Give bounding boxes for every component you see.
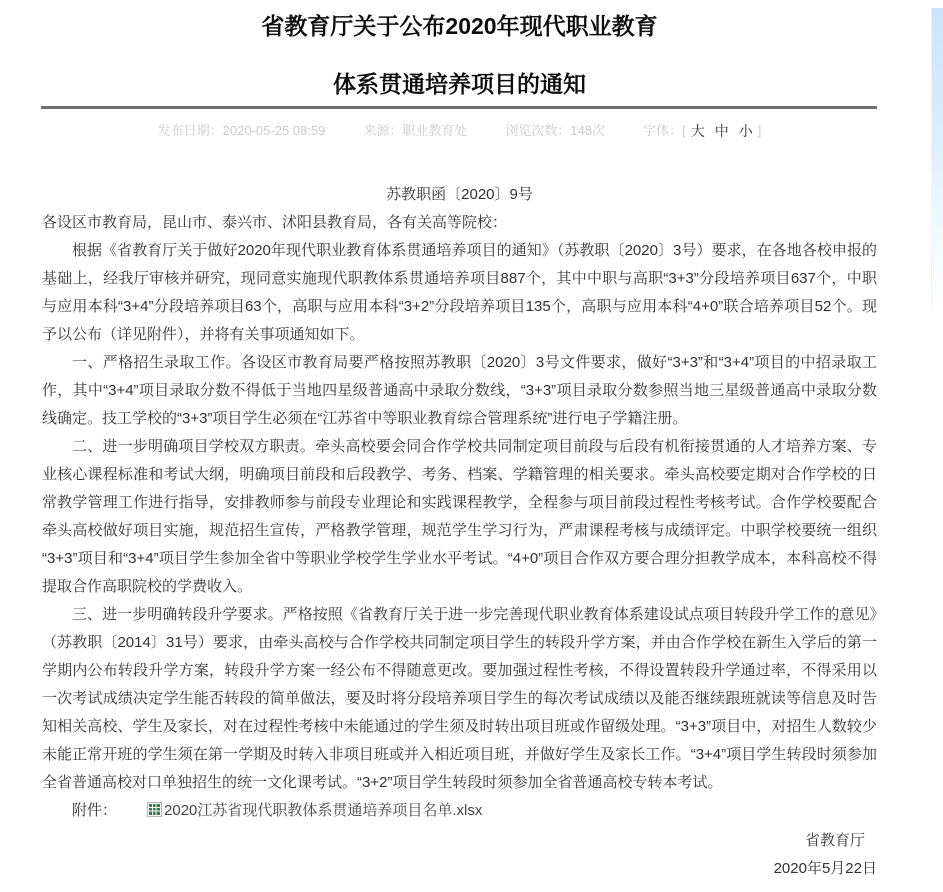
- document-number: 苏教职函〔2020〕9号: [386, 186, 533, 203]
- attachment-file-link[interactable]: 2020江苏省现代职教体系贯通培养项目名单.xlsx: [164, 802, 483, 819]
- font-size-small-button[interactable]: 小: [738, 123, 753, 139]
- notice-page: [0, 8, 943, 883]
- view-count: 浏览次数：148次: [505, 123, 606, 138]
- signature-organization: 省教育厅: [804, 832, 865, 849]
- publish-date: 发布日期：2020-05-25 08:59: [157, 123, 326, 138]
- paragraph-item-1: 一、严格招生录取工作。各设区市教育局要严格按照苏教职〔2020〕3号文件要求，做好“3+3”和“3+4”项目的中招录取工作，其中“3+4”项目录取分数不得低于当地四星级普通高中录取分数线，“3+3”项目录取分数参照当地三星级普通高中录取分数线确定。技工学校的“3+3”项目学生必须在“江苏省中等职业教育综合管理系统”进行电子学籍注册。: [42, 354, 877, 427]
- page-title-line2: 体系贯通培养项目的通知: [333, 71, 586, 97]
- font-size-switcher: [643, 117, 761, 145]
- article-source: 来源：职业教育处: [363, 123, 468, 138]
- page-title: [42, 8, 877, 102]
- paragraph-item-2: 二、进一步明确项目学校双方职责。牵头高校要会同合作学校共同制定项目前段与后段有机衔接贯通的人才培养方案、专业核心课程标准和考试大纲，明确项目前段和后段教学、考务、档案、学籍管理的相关要求。牵头高校要定期对合作学校的日常教学管理工作进行指导，安排教师参与前段专业理论和实践课程教学，全程参与项目前段过程性考核考试。合作学校要配合牵头高校做好项目实施，规范招生宣传，严格教学管理，规范学生学习行为，严肃课程考核与成绩评定。中职学校要统一组织“3+3”项目和“3+4”项目学生参加全省中等职业学校学生学业水平考试。“4+0”项目合作双方要合理分担教学成本，本科高校不得提取合作高职院校的学费收入。: [42, 438, 877, 595]
- signature-date: 2020年5月22日: [773, 860, 877, 877]
- font-size-medium-button[interactable]: 中: [714, 123, 729, 139]
- salutation: 各设区市教育局，昆山市、泰兴市、沭阳县教育局，各有关高等院校：: [42, 214, 508, 231]
- attachment-label: 附件：: [72, 802, 118, 819]
- paragraph-intro: 根据《省教育厅关于做好2020年现代职业教育体系贯通培养项目的通知》（苏教职〔2020〕3号）要求，在各地各校申报的基础上，经我厅审核并研究，现同意实施现代职教体系贯通培养项目887个，其中中职与高职“3+3”分段培养项目637个，中职与应用本科“3+4”分段培养项目63个，高职与应用本科“3+2”分段培养项目135个，高职与应用本科“4+0”联合培养项目52个。现予以公布（详见附件），并将有关事项通知如下。: [42, 242, 877, 343]
- document-body: [42, 181, 877, 883]
- font-size-large-button[interactable]: 大: [690, 123, 705, 139]
- article-meta-bar: [42, 117, 877, 145]
- font-size-bracket-open: [: [682, 123, 686, 138]
- font-size-label: 字体：: [643, 123, 683, 138]
- page-title-line1: 省教育厅关于公布2020年现代职业教育: [261, 13, 658, 39]
- paragraph-item-3: 三、进一步明确转段升学要求。严格按照《省教育厅关于进一步完善现代职业教育体系建设试点项目转段升学工作的意见》（苏教职〔2014〕31号）要求，由牵头高校与合作学校共同制定项目学生的转段升学方案，并由合作学校在新生入学后的第一学期内公布转段升学方案，转段升学方案一经公布不得随意更改。要加强过程性考核，不得设置转段升学通过率，不得采用以一次考试成绩决定学生能否转段的简单做法，要及时将分段培养项目学生的每次考试成绩以及能否继续跟班就读等信息及时告知相关高校、学生及家长，对在过程性考核中未能通过的学生须及时转出项目班或作留级处理。“3+3”项目中，对招生人数较少未能正常开班的学生须在第一学期及时转入非项目班或并入相近项目班，并做好学生及家长工作。“3+4”项目学生转段时须参加全省普通高校对口单独招生的统一文化课考试。“3+2”项目学生转段时须参加全省普通高校专转本考试。: [42, 606, 877, 791]
- excel-file-icon: [117, 799, 162, 827]
- attachment-line: [42, 797, 877, 827]
- title-divider: [41, 106, 877, 109]
- font-size-bracket-close: ]: [757, 123, 762, 138]
